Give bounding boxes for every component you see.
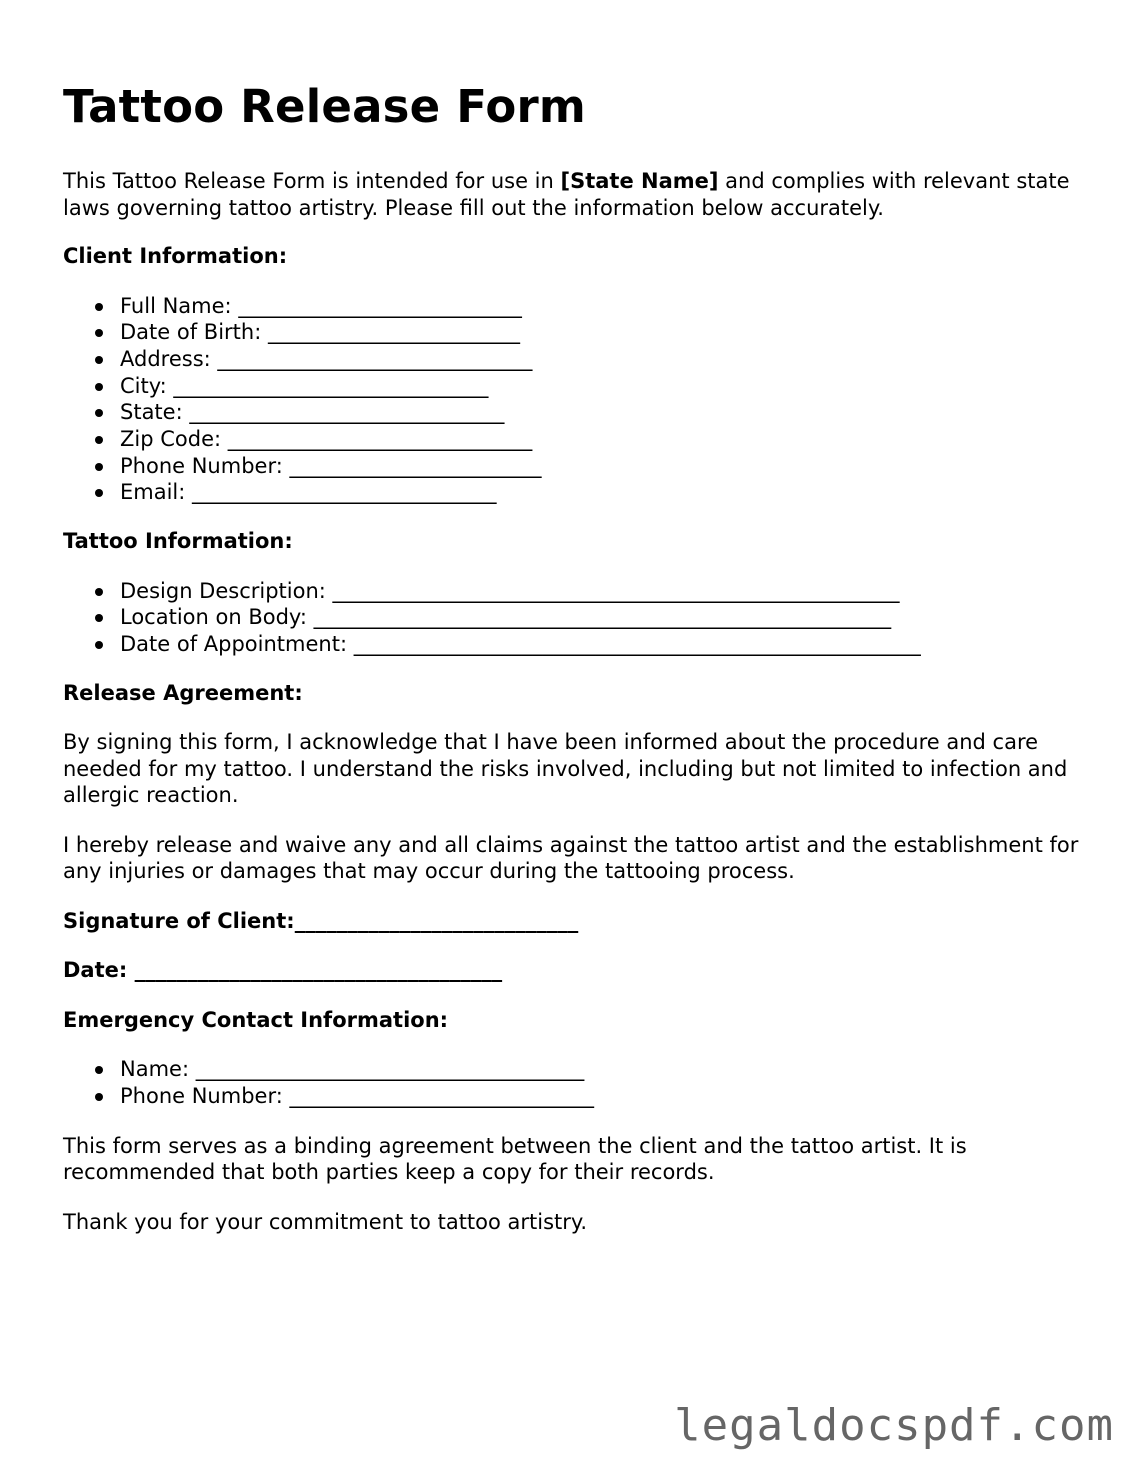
- field-label: Email:: [120, 480, 186, 505]
- state-name-placeholder: [State Name]: [560, 169, 719, 193]
- emergency-contact-list: [63, 1056, 1093, 1109]
- document-page: [63, 76, 1093, 1235]
- field-label: Phone Number:: [120, 453, 283, 478]
- fill-blank[interactable]: ______________________________: [189, 400, 505, 425]
- field-label: Full Name:: [120, 293, 232, 318]
- intro-text-after: and complies with relevant state laws governing tattoo artistry. Please fill out the information below accurately.: [63, 169, 1070, 220]
- signature-label: Signature of Client:: [63, 908, 295, 933]
- fill-blank[interactable]: ______________________________________________________: [353, 632, 921, 657]
- fill-blank[interactable]: ________________________: [267, 320, 520, 345]
- release-paragraph-acknowledge: By signing this form, I acknowledge that I have been informed about the procedure and care needed for my tattoo. I understand the risks involved, including but not limited to infection and allergic reaction.: [63, 730, 1068, 808]
- date-of-appointment-field[interactable]: [120, 631, 1093, 658]
- field-label: Phone Number:: [120, 1083, 283, 1108]
- signature-blank[interactable]: ___________________________: [294, 908, 579, 933]
- date-line[interactable]: [63, 957, 1093, 984]
- field-label: Date of Appointment:: [120, 632, 348, 657]
- fill-blank[interactable]: _____________________________________: [195, 1057, 585, 1082]
- field-label: Date of Birth:: [120, 320, 262, 345]
- fill-blank[interactable]: _______________________________________________________: [313, 605, 892, 630]
- fill-blank[interactable]: ______________________________: [173, 373, 489, 398]
- date-label: Date:: [63, 958, 128, 983]
- design-description-field[interactable]: [120, 578, 1093, 605]
- full-name-field[interactable]: [120, 293, 1093, 320]
- client-signature-line[interactable]: [63, 908, 1093, 935]
- city-field[interactable]: [120, 373, 1093, 400]
- location-on-body-field[interactable]: [120, 604, 1093, 631]
- fill-blank[interactable]: _____________________________: [192, 480, 497, 505]
- field-label: State:: [120, 400, 183, 425]
- tattoo-info-list: [63, 578, 1093, 658]
- client-info-heading: Client Information:: [63, 244, 288, 268]
- fill-blank[interactable]: ______________________________: [217, 346, 533, 371]
- closing-paragraph-binding: This form serves as a binding agreement between the client and the tattoo artist. It is recommended that both parties keep a copy for their records.: [63, 1133, 967, 1185]
- release-paragraph-waiver: I hereby release and waive any and all claims against the tattoo artist and the establishment for any injuries or damages that may occur during the tattooing process.: [63, 832, 1079, 884]
- field-label: Zip Code:: [120, 427, 222, 452]
- emergency-contact-heading: Emergency Contact Information:: [63, 1007, 449, 1032]
- field-label: Design Description:: [120, 578, 326, 603]
- tattoo-info-heading: Tattoo Information:: [63, 529, 293, 554]
- field-label: City:: [120, 373, 167, 398]
- fill-blank[interactable]: ______________________________________________________: [332, 578, 900, 603]
- fill-blank[interactable]: ________________________: [289, 453, 542, 478]
- fill-blank[interactable]: _____________________________: [289, 1083, 594, 1108]
- page-title: Tattoo Release Form: [63, 80, 586, 133]
- field-label: Location on Body:: [120, 605, 307, 630]
- emergency-phone-field[interactable]: [120, 1083, 1093, 1110]
- intro-text-before: This Tattoo Release Form is intended for use in: [63, 169, 561, 193]
- field-label: Address:: [120, 346, 211, 371]
- release-agreement-heading: Release Agreement:: [63, 680, 303, 705]
- fill-blank[interactable]: ___________________________: [238, 293, 522, 318]
- date-of-birth-field[interactable]: [120, 319, 1093, 346]
- client-info-list: [63, 293, 1093, 507]
- closing-thank-you: Thank you for your commitment to tattoo artistry.: [63, 1209, 588, 1234]
- email-field[interactable]: [120, 479, 1093, 506]
- intro-paragraph: [63, 168, 1093, 221]
- field-label: Name:: [120, 1057, 190, 1082]
- address-field[interactable]: [120, 346, 1093, 373]
- site-watermark: legaldocspdf.com: [674, 1400, 1114, 1451]
- date-blank[interactable]: ___________________________________: [134, 958, 503, 983]
- phone-number-field[interactable]: [120, 453, 1093, 480]
- emergency-name-field[interactable]: [120, 1056, 1093, 1083]
- zip-code-field[interactable]: [120, 426, 1093, 453]
- state-field[interactable]: [120, 399, 1093, 426]
- fill-blank[interactable]: _____________________________: [227, 427, 533, 452]
